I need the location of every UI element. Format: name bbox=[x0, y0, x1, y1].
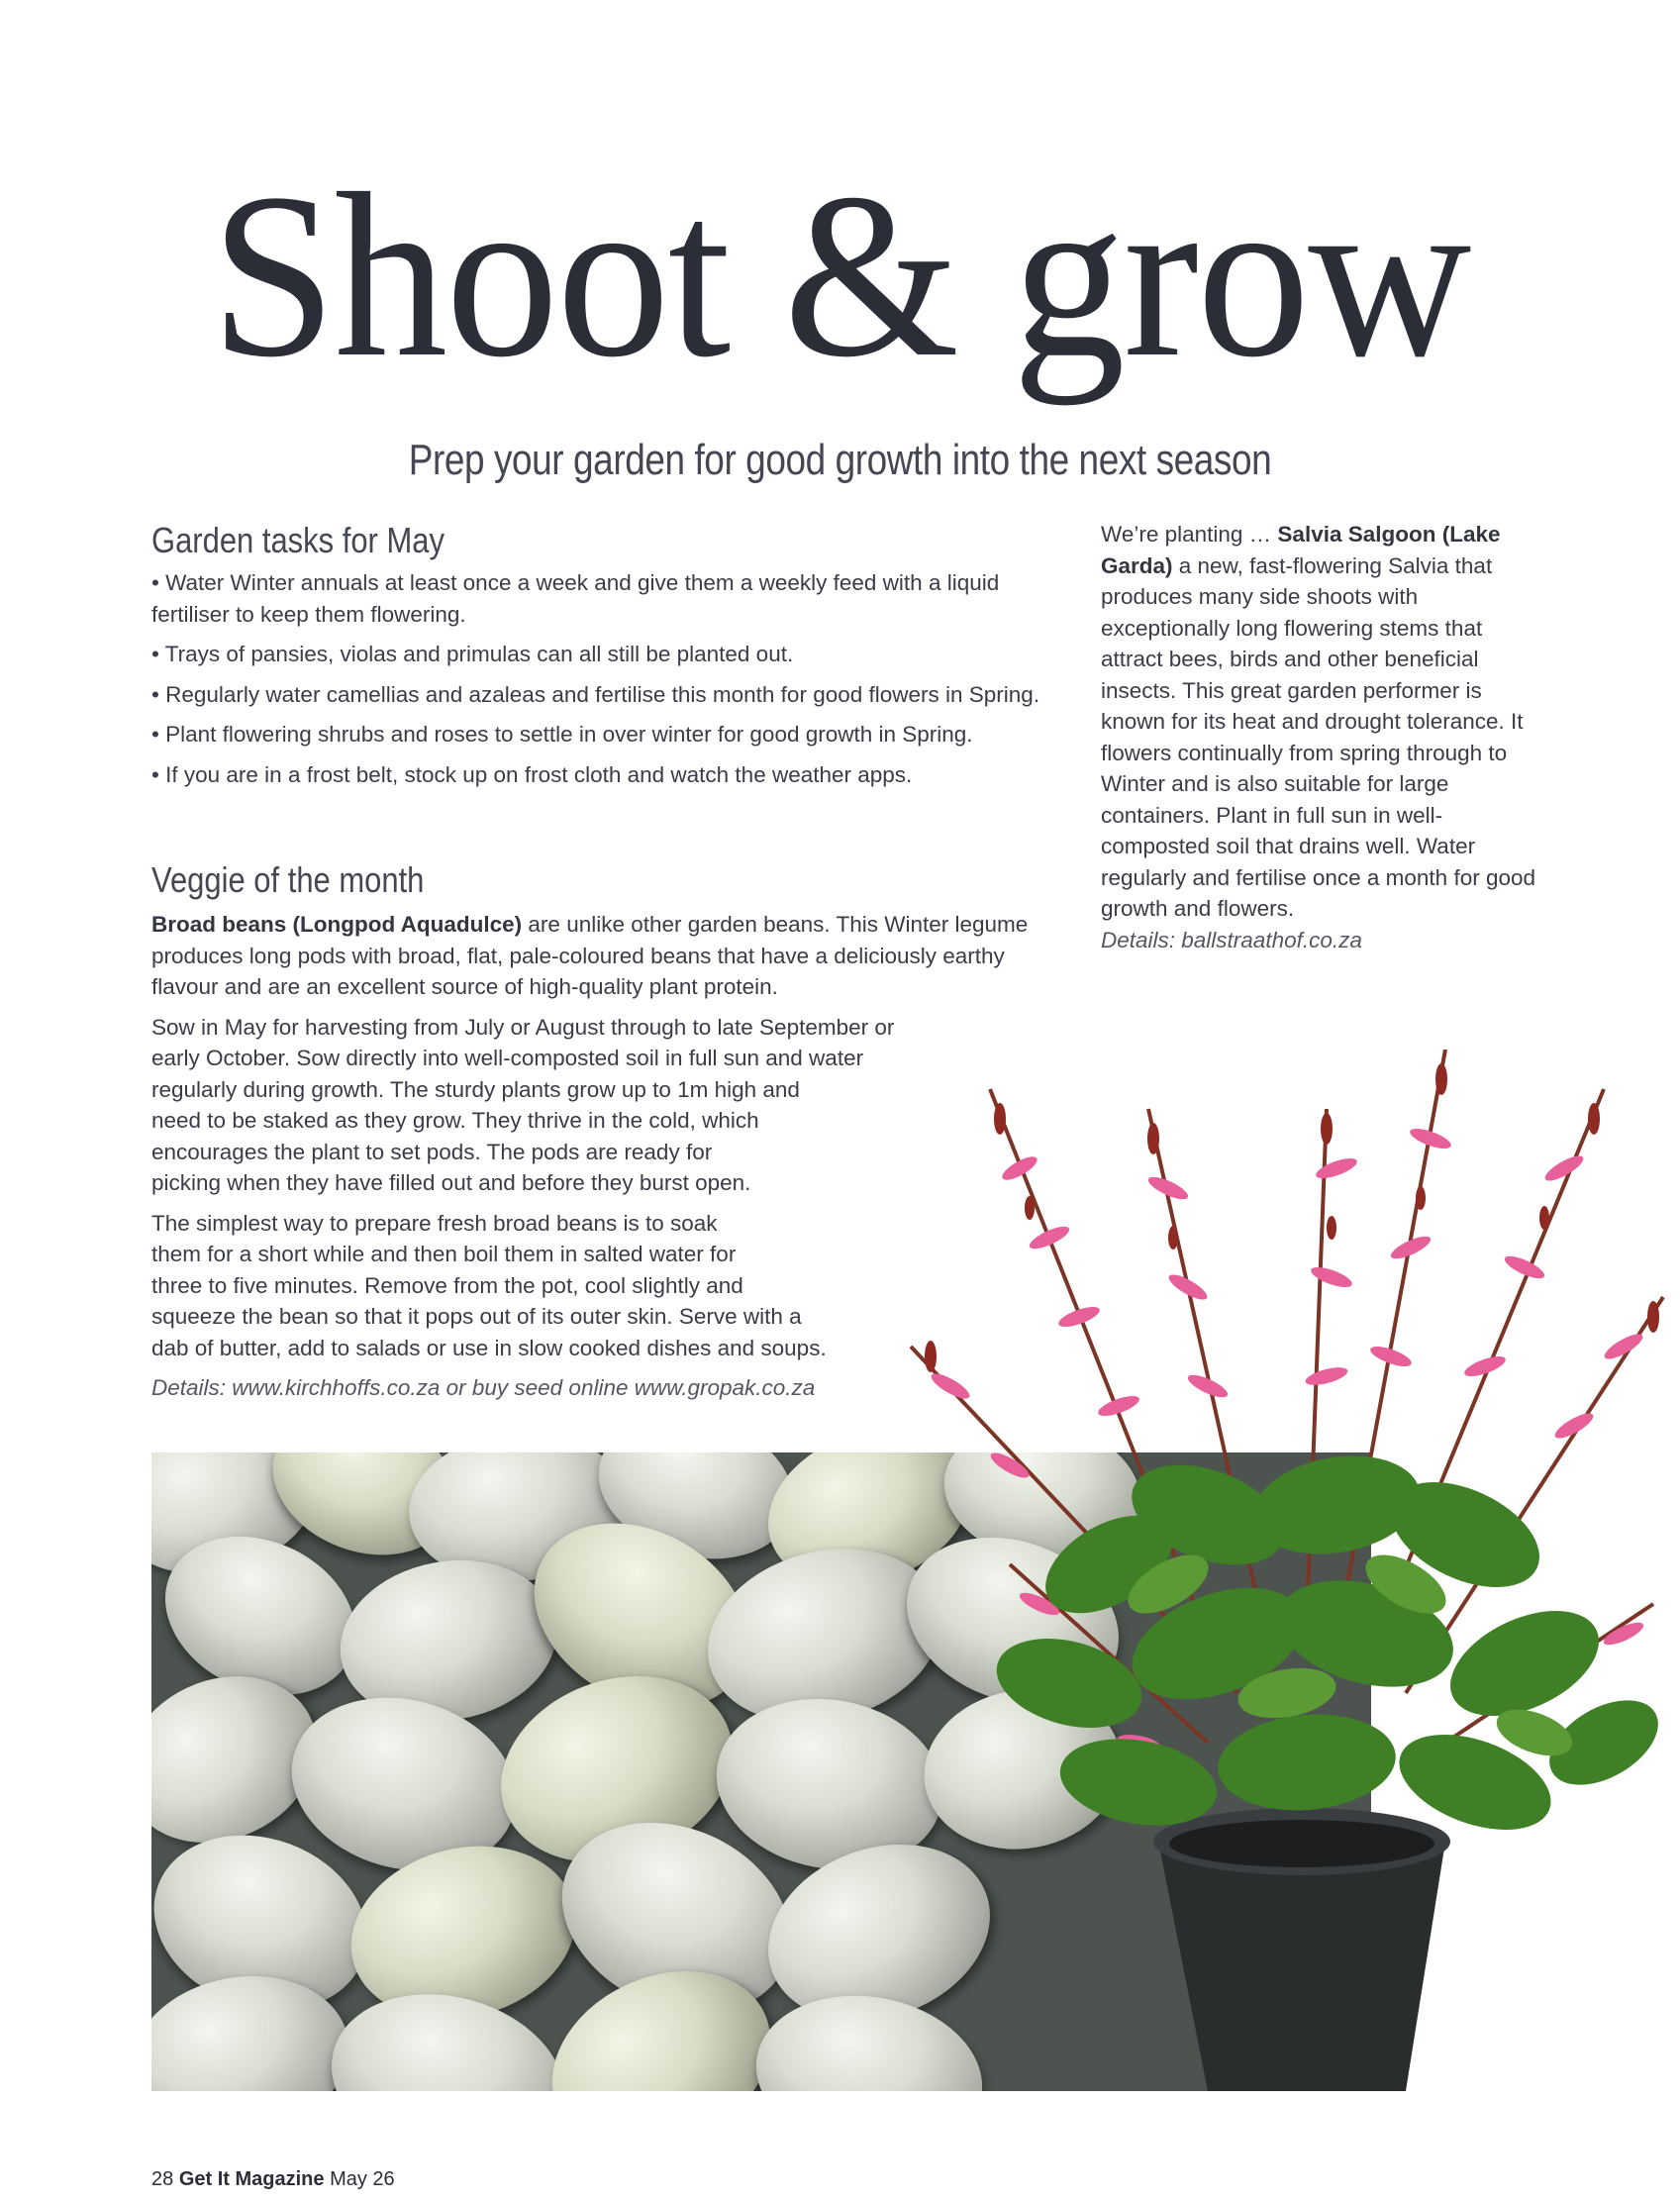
veggie-details: Details: www.kirchhoffs.co.za or buy seed online www.gropak.co.za bbox=[151, 1375, 816, 1400]
text-line: squeeze the bean so that it pops out of its outer skin. Serve with a bbox=[151, 1304, 802, 1329]
task-item: • Regularly water camellias and azaleas and fertilise this month for good flowers in Spring. bbox=[151, 681, 1040, 707]
planting-section bbox=[1101, 519, 1544, 964]
veggie-name: Broad beans (Longpod Aquadulce) bbox=[151, 912, 523, 937]
text-line: encourages the plant to set pods. The pods are ready for bbox=[151, 1139, 713, 1164]
planting-lead: We’re planting … bbox=[1101, 522, 1278, 547]
planting-paragraph bbox=[1101, 519, 1544, 925]
page-number: 28 bbox=[151, 2168, 174, 2190]
text-line: early October. Sow directly into well-composted soil in full sun and water bbox=[151, 1046, 864, 1070]
planting-text: a new, fast-flowering Salvia that produces many side shoots with exceptionally long flowering stems that attract bees, birds and other beneficial insects. This great garden performer is known for its heat and drought tolerance. It flowers continually from spring through to Winter and is also suitable for large containers. Plant in full sun in well-composted soil that drains well. Water regularly and fertilise once a month for good growth and flowers. bbox=[1101, 552, 1536, 921]
page-footer bbox=[151, 2168, 395, 2191]
text-line: three to five minutes. Remove from the pot, cool slightly and bbox=[151, 1272, 743, 1298]
issue-date: May 26 bbox=[330, 2168, 395, 2190]
planting-details: Details: ballstraathof.co.za bbox=[1101, 927, 1362, 952]
task-item: • Trays of pansies, violas and primulas can all still be planted out. bbox=[151, 642, 794, 666]
task-item: • Water Winter annuals at least once a week and give them a weekly feed with a liquid fertiliser to keep them flowering. bbox=[151, 570, 1000, 627]
plant-name: Salvia Salgoon (Lake Garda) bbox=[1101, 522, 1501, 578]
text-line: picking when they have filled out and before they burst open. bbox=[151, 1170, 751, 1195]
garden-tasks-heading: Garden tasks for May bbox=[151, 520, 445, 560]
veggie-heading: Veggie of the month bbox=[151, 859, 425, 900]
magazine-name: Get It Magazine bbox=[178, 2168, 325, 2190]
text-line: need to be staked as they grow. They thrive in the cold, which bbox=[151, 1108, 759, 1133]
text-line: The simplest way to prepare fresh broad beans is to soak bbox=[151, 1210, 718, 1236]
task-item: • Plant flowering shrubs and roses to settle in over winter for good growth in Spring. bbox=[151, 722, 973, 747]
text-line: Sow in May for harvesting from July or August through to late September or bbox=[151, 1014, 895, 1040]
text-line: them for a short while and then boil them in salted water for bbox=[151, 1242, 737, 1266]
garden-tasks-list bbox=[151, 567, 1042, 799]
salvia-plant-photo bbox=[891, 1050, 1680, 2091]
text-line: regularly during growth. The sturdy plants grow up to 1m high and bbox=[151, 1076, 800, 1102]
text-line: dab of butter, add to salads or use in slow cooked dishes and soups. bbox=[151, 1335, 827, 1360]
veggie-intro bbox=[151, 909, 1033, 1003]
page-subtitle: Prep your garden for good growth into the next season bbox=[408, 436, 1272, 484]
task-item: • If you are in a frost belt, stock up on frost cloth and watch the weather apps. bbox=[151, 761, 913, 787]
page-title: Shoot & grow bbox=[210, 146, 1470, 406]
veggie-intro-text: are unlike other garden beans. This Winter legume produces long pods with broad, flat, pale-coloured beans that have a deliciously earthy flavour and are an excellent source of high-quality plant protein. bbox=[151, 912, 1029, 999]
